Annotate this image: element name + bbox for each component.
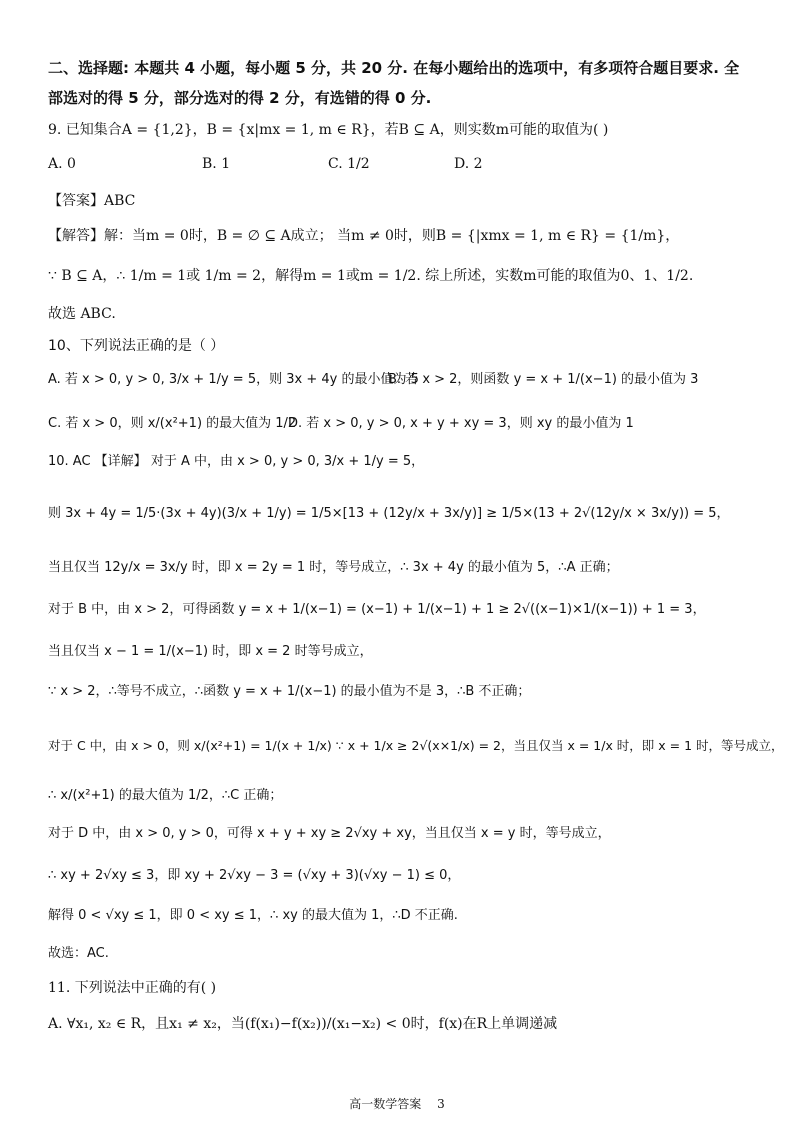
q10-solution-a2: 当且仅当 12y/x = 3x/y 时，即 x = 2y = 1 时，等号成立，∴ 3x + 4y 的最小值为 5，∴A 正确； <box>48 560 619 575</box>
q10-solution-a1: 则 3x + 4y = 1/5·(3x + 4y)(3/x + 1/y) = 1/5×[13 + (12y/x + 3x/y)] ≥ 1/5×(13 + 2√(12y/x × 3x/y)) = 5， <box>48 506 730 521</box>
q10-solution-b2: 当且仅当 x − 1 = 1/(x−1) 时，即 x = 2 时等号成立， <box>48 644 373 659</box>
q10-final-answer: 故选：AC. <box>48 946 109 961</box>
q9-answer: 【答案】ABC <box>48 193 136 209</box>
q9-solution-3: 故选 ABC. <box>48 306 116 322</box>
page-footer <box>0 1095 794 1112</box>
q10-solution-d2: ∴ xy + 2√xy ≤ 3，即 xy + 2√xy − 3 = (√xy + 3)(√xy − 1) ≤ 0， <box>48 868 461 883</box>
q10-solution-c1: 对于 C 中，由 x > 0，则 x/(x²+1) = 1/(x + 1/x) ∵ x + 1/x ≥ 2√(x×1/x) = 2，当且仅当 x = 1/x 时，即 x = 1 时，等号成立， <box>48 738 784 753</box>
q10-option-b: B. 若 x > 2，则函数 y = x + 1/(x−1) 的最小值为 3 <box>388 372 699 387</box>
q10-solution-c2: ∴ x/(x²+1) 的最大值为 1/2，∴C 正确； <box>48 788 283 803</box>
footer-page-number: 3 <box>437 1097 445 1111</box>
q9-stem: 9. 已知集合A = {1,2}，B = {x|mx = 1, m ∈ R}，若B ⊆ A，则实数m可能的取值为( ) <box>48 122 609 138</box>
q10-stem: 10、下列说法正确的是（ ） <box>48 338 225 354</box>
q9-option-a: A. 0 <box>48 156 76 172</box>
q10-solution-head: 10. AC 【详解】 对于 A 中，由 x > 0, y > 0, 3/x + 1/y = 5， <box>48 454 425 469</box>
q9-option-b: B. 1 <box>202 156 231 172</box>
q10-option-d: D. 若 x > 0, y > 0, x + y + xy = 3，则 xy 的最小值为 1 <box>288 416 634 431</box>
section-header-line2: 部选对的得 5 分，部分选对的得 2 分，有选错的得 0 分. <box>48 89 432 107</box>
q9-option-c: C. 1/2 <box>328 156 370 172</box>
q10-solution-d3: 解得 0 < √xy ≤ 1，即 0 < xy ≤ 1，∴ xy 的最大值为 1，∴D 不正确. <box>48 908 458 923</box>
q11-option-a: A. ∀x₁, x₂ ∈ R，且x₁ ≠ x₂，当(f(x₁)−f(x₂))/(x₁−x₂) < 0时，f(x)在R上单调递减 <box>48 1016 558 1032</box>
q11-stem: 11. 下列说法中正确的有( ) <box>48 980 217 996</box>
q9-solution-1: 【解答】解：当m = 0时，B = ∅ ⊆ A成立； 当m ≠ 0时，则B = {|xmx = 1, m ∈ R} = {1/m}， <box>48 228 680 244</box>
footer-title: 高一数学答案 <box>349 1097 422 1111</box>
q10-option-c: C. 若 x > 0，则 x/(x²+1) 的最大值为 1/2 <box>48 416 297 431</box>
section-header-line1: 二、选择题: 本题共 4 小题，每小题 5 分，共 20 分. 在每小题给出的选项中，有多项符合题目要求. 全 <box>48 59 740 77</box>
q9-option-d: D. 2 <box>454 156 483 172</box>
q9-solution-2: ∵ B ⊆ A，∴ 1/m = 1或 1/m = 2，解得m = 1或m = 1/2. 综上所述，实数m可能的取值为0、1、1/2. <box>48 268 694 284</box>
q10-solution-b3: ∵ x > 2，∴等号不成立，∴函数 y = x + 1/(x−1) 的最小值为不是 3，∴B 不正确； <box>48 684 531 699</box>
q10-option-a: A. 若 x > 0, y > 0, 3/x + 1/y = 5，则 3x + 4y 的最小值为 5 <box>48 372 419 387</box>
q10-solution-b1: 对于 B 中，由 x > 2，可得函数 y = x + 1/(x−1) = (x−1) + 1/(x−1) + 1 ≥ 2√((x−1)×1/(x−1)) + 1 = 3， <box>48 602 706 617</box>
q10-solution-d1: 对于 D 中，由 x > 0, y > 0，可得 x + y + xy ≥ 2√xy + xy，当且仅当 x = y 时，等号成立， <box>48 826 611 841</box>
